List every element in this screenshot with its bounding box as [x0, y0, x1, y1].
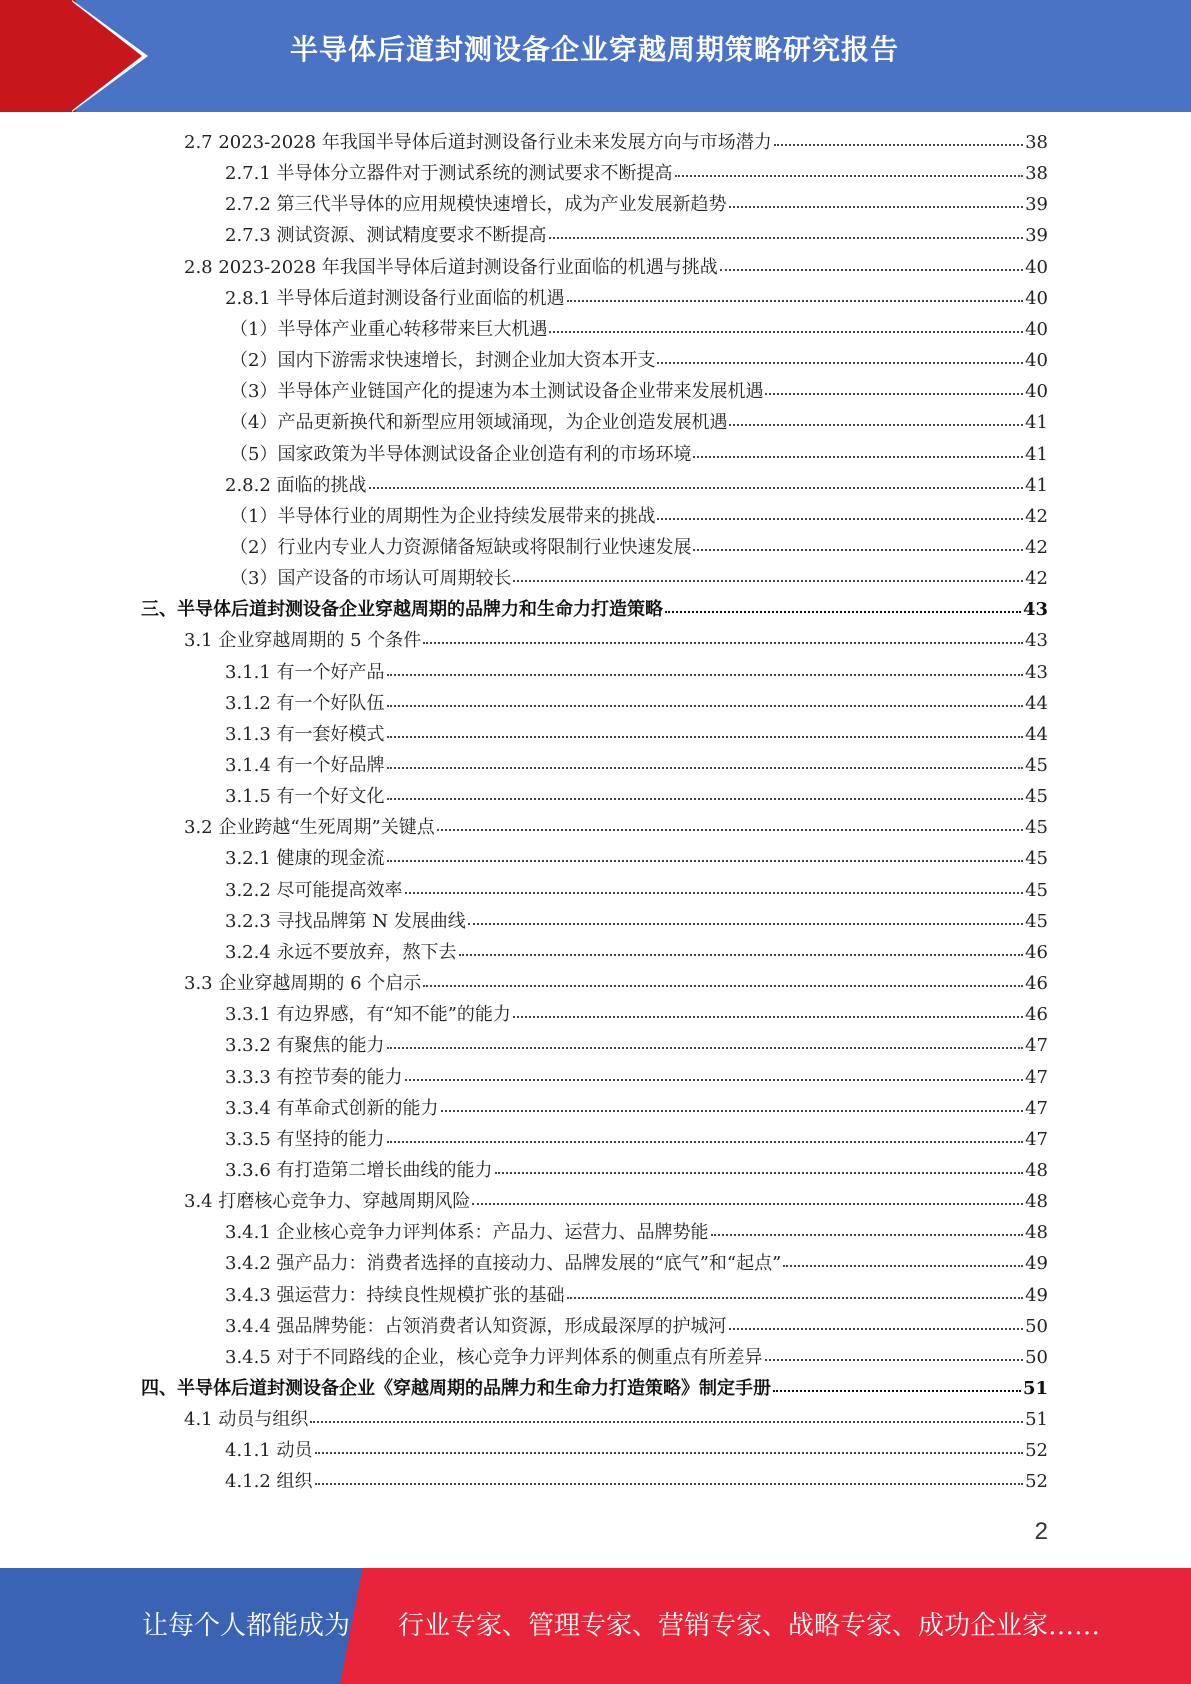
toc-entry-page: 40 — [1025, 381, 1048, 403]
toc-dot-leader — [315, 1479, 1024, 1485]
toc-entry-page: 46 — [1025, 973, 1048, 995]
toc-entry-title: （1）半导体产业重心转移带来巨大机遇 — [230, 318, 548, 340]
toc-entry[interactable] — [225, 1093, 1048, 1124]
toc-entry-page: 45 — [1025, 910, 1048, 932]
toc-entry-page: 49 — [1025, 1253, 1048, 1275]
toc-dot-leader — [310, 1417, 1023, 1423]
toc-entry-page: 51 — [1025, 1409, 1048, 1431]
toc-entry-title: 3.3.4 有革命式创新的能力 — [225, 1097, 439, 1119]
toc-dot-leader — [513, 1012, 1023, 1018]
toc-entry[interactable] — [225, 1466, 1048, 1497]
toc-entry-page: 45 — [1025, 817, 1048, 839]
toc-entry-page: 45 — [1025, 879, 1048, 901]
toc-entry-page: 42 — [1025, 505, 1048, 527]
page-footer — [0, 1568, 1191, 1684]
toc-entry-page: 52 — [1025, 1471, 1048, 1493]
toc-entry-page: 42 — [1025, 536, 1048, 558]
toc-entry[interactable] — [225, 1124, 1048, 1155]
toc-entry-title: 3.1.2 有一个好队伍 — [225, 692, 385, 714]
toc-entry[interactable] — [225, 283, 1048, 314]
toc-entry-title: 3.3.5 有坚持的能力 — [225, 1128, 385, 1150]
toc-entry-title: （5）国家政策为半导体测试设备企业创造有利的市场环境 — [230, 443, 692, 465]
toc-entry-title: 4.1 动员与组织 — [184, 1409, 309, 1431]
toc-dot-leader — [405, 888, 1024, 894]
toc-entry[interactable] — [184, 252, 1048, 283]
toc-dot-leader — [387, 670, 1024, 676]
toc-entry[interactable] — [225, 657, 1048, 688]
toc-entry-title: 2.8 2023-2028 年我国半导体后道封测设备行业面临的机遇与挑战 — [184, 256, 718, 278]
toc-dot-leader — [720, 265, 1023, 271]
toc-entry-page: 41 — [1025, 474, 1048, 496]
toc-entry-title: 3.2 企业跨越“生死周期”关键点 — [184, 817, 435, 839]
toc-entry[interactable] — [225, 719, 1048, 750]
toc-dot-leader — [437, 825, 1023, 831]
toc-entry-page: 39 — [1025, 194, 1048, 216]
toc-entry-page: 39 — [1025, 225, 1048, 247]
toc-entry[interactable] — [230, 439, 1048, 470]
toc-dot-leader — [387, 763, 1024, 769]
toc-dot-leader — [567, 1293, 1024, 1299]
toc-entry-title: 4.1.1 动员 — [225, 1440, 313, 1462]
toc-entry[interactable] — [225, 1248, 1048, 1279]
toc-entry-title: 3.2.3 寻找品牌第 N 发展曲线 — [225, 910, 466, 932]
toc-entry[interactable] — [225, 937, 1048, 968]
toc-entry[interactable] — [230, 407, 1048, 438]
toc-dot-leader — [387, 1137, 1024, 1143]
toc-entry[interactable] — [225, 220, 1048, 251]
toc-entry-title: 3.1.3 有一套好模式 — [225, 723, 385, 745]
toc-entry-title: 3.4.2 强产品力：消费者选择的直接动力、品牌发展的“底气”和“起点” — [225, 1253, 782, 1275]
toc-entry[interactable] — [184, 968, 1048, 999]
toc-entry-page: 40 — [1025, 256, 1048, 278]
toc-dot-leader — [387, 794, 1024, 800]
toc-entry[interactable] — [230, 345, 1048, 376]
toc-entry-title: 2.7.2 第三代半导体的应用规模快速增长，成为产业发展新趋势 — [225, 194, 727, 216]
toc-entry[interactable] — [184, 812, 1048, 843]
toc-entry-title: （2）国内下游需求快速增长，封测企业加大资本开支 — [230, 350, 656, 372]
toc-entry[interactable] — [225, 1280, 1048, 1311]
toc-entry[interactable] — [225, 1342, 1048, 1373]
toc-entry-title: 3.4.3 强运营力：持续良性规模扩张的基础 — [225, 1284, 565, 1306]
toc-entry-page: 40 — [1025, 287, 1048, 309]
toc-entry-title: 3.4.4 强品牌势能：占领消费者认知资源，形成最深厚的护城河 — [225, 1315, 727, 1337]
toc-chapter[interactable] — [141, 594, 1048, 625]
toc-entry-page: 44 — [1025, 723, 1048, 745]
toc-entry-title: 3.3 企业穿越周期的 6 个启示 — [184, 973, 422, 995]
toc-entry-title: 3.4.5 对于不同路线的企业，核心竞争力评判体系的侧重点有所差异 — [225, 1346, 763, 1368]
header-red-block — [0, 0, 76, 112]
toc-entry[interactable] — [184, 625, 1048, 656]
toc-dot-leader — [693, 452, 1023, 458]
toc-entry-page: 49 — [1025, 1284, 1048, 1306]
header-chevron-icon — [70, 0, 142, 112]
toc-entry-page: 45 — [1025, 786, 1048, 808]
toc-entry[interactable] — [225, 1062, 1048, 1093]
toc-entry-page: 52 — [1025, 1440, 1048, 1462]
toc-entry-page: 47 — [1025, 1128, 1048, 1150]
toc-entry-title: （1）半导体行业的周期性为企业持续发展带来的挑战 — [230, 505, 656, 527]
toc-dot-leader — [387, 856, 1024, 862]
toc-dot-leader — [729, 420, 1023, 426]
toc-entry[interactable] — [230, 532, 1048, 563]
toc-entry-title: 四、半导体后道封测设备企业《穿越周期的品牌力和生命力打造策略》制定手册 — [141, 1378, 771, 1399]
toc-entry-page: 40 — [1025, 350, 1048, 372]
toc-entry[interactable] — [184, 127, 1048, 158]
toc-entry-page: 41 — [1025, 412, 1048, 434]
toc-dot-leader — [423, 981, 1023, 987]
toc-entry-title: 3.4 打磨核心竞争力、穿越周期风险 — [184, 1191, 471, 1213]
toc-entry-title: 2.8.1 半导体后道封测设备行业面临的机遇 — [225, 287, 565, 309]
toc-entry-title: 3.2.4 永远不要放弃，熬下去 — [225, 941, 457, 963]
toc-dot-leader — [774, 140, 1023, 146]
toc-entry-page: 47 — [1025, 1035, 1048, 1057]
toc-dot-leader — [665, 607, 1021, 613]
toc-dot-leader — [693, 545, 1023, 551]
toc-dot-leader — [773, 1386, 1021, 1392]
toc-dot-leader — [405, 1075, 1024, 1081]
toc-entry-title: 2.7.3 测试资源、测试精度要求不断提高 — [225, 225, 547, 247]
toc-dot-leader — [387, 732, 1024, 738]
toc-entry-page: 38 — [1025, 132, 1048, 153]
toc-entry-title: （3）半导体产业链国产化的提速为本土测试设备企业带来发展机遇 — [230, 381, 764, 403]
toc-entry-page: 45 — [1025, 755, 1048, 776]
toc-entry-page: 50 — [1025, 1346, 1048, 1368]
toc-entry-page: 43 — [1025, 630, 1048, 652]
report-title: 半导体后道封测设备企业穿越周期策略研究报告 — [290, 33, 900, 66]
toc-entry[interactable] — [225, 875, 1048, 906]
toc-entry[interactable] — [225, 1030, 1048, 1061]
toc-dot-leader — [513, 576, 1023, 582]
toc-dot-leader — [567, 296, 1024, 302]
toc-entry-page: 46 — [1025, 1004, 1048, 1026]
toc-entry[interactable] — [225, 843, 1048, 874]
toc-entry-title: 3.3.6 有打造第二增长曲线的能力 — [225, 1159, 493, 1181]
toc-entry-title: 3.1.1 有一个好产品 — [225, 661, 385, 683]
toc-entry-title: 3.2.2 尽可能提高效率 — [225, 879, 403, 901]
toc-entry-page: 43 — [1025, 661, 1048, 683]
footer-slogan-left: 让每个人都能成为 — [142, 1611, 351, 1641]
toc-entry-title: （3）国产设备的市场认可周期较长 — [230, 568, 512, 590]
toc-entry-title: 2.8.2 面临的挑战 — [225, 474, 367, 496]
toc-entry[interactable] — [225, 1311, 1048, 1342]
toc-entry-page: 48 — [1025, 1159, 1048, 1181]
toc-entry-title: 3.1 企业穿越周期的 5 个条件 — [184, 630, 422, 652]
toc-entry-page: 48 — [1025, 1222, 1048, 1244]
toc-entry-page: 42 — [1025, 568, 1048, 590]
toc-dot-leader — [657, 514, 1023, 520]
toc-dot-leader — [369, 483, 1024, 489]
toc-dot-leader — [765, 1355, 1024, 1361]
toc-dot-leader — [729, 1324, 1024, 1330]
toc-entry-page: 40 — [1025, 318, 1048, 340]
toc-entry-page: 50 — [1025, 1315, 1048, 1337]
toc-entry[interactable] — [225, 189, 1048, 220]
toc-entry-page: 51 — [1022, 1378, 1048, 1399]
toc-dot-leader — [549, 327, 1023, 333]
toc-dot-leader — [441, 1106, 1024, 1112]
toc-entry-page: 44 — [1025, 692, 1048, 714]
toc-entry-title: 4.1.2 组织 — [225, 1471, 313, 1493]
toc-entry-page: 41 — [1025, 443, 1048, 465]
page-header — [0, 0, 1191, 112]
toc-entry-page: 38 — [1025, 163, 1048, 185]
toc-dot-leader — [387, 1043, 1024, 1049]
toc-entry[interactable] — [225, 470, 1048, 501]
toc-entry-page: 48 — [1025, 1191, 1048, 1213]
page-number: 2 — [1034, 1518, 1048, 1545]
toc-entry-page: 47 — [1025, 1066, 1048, 1088]
toc-entry-title: 3.3.2 有聚焦的能力 — [225, 1035, 385, 1057]
toc-entry-page: 47 — [1025, 1097, 1048, 1119]
toc-entry-title: （2）行业内专业人力资源储备短缺或将限制行业快速发展 — [230, 536, 692, 558]
toc-chapter[interactable] — [141, 1373, 1048, 1404]
toc-dot-leader — [423, 638, 1023, 644]
toc-entry[interactable] — [184, 1186, 1048, 1217]
toc-entry[interactable] — [225, 781, 1048, 812]
toc-entry-page: 45 — [1025, 848, 1048, 870]
toc-dot-leader — [765, 389, 1023, 395]
toc-entry-title: 3.3.3 有控节奏的能力 — [225, 1066, 403, 1088]
toc-dot-leader — [729, 202, 1024, 208]
toc-entry-title: 3.4.1 企业核心竞争力评判体系：产品力、运营力、品牌势能 — [225, 1222, 709, 1244]
toc-entry-title: 2.7 2023-2028 年我国半导体后道封测设备行业未来发展方向与市场潜力 — [184, 132, 772, 153]
toc-dot-leader — [675, 171, 1024, 177]
toc-dot-leader — [657, 358, 1023, 364]
toc-entry[interactable] — [225, 750, 1048, 781]
toc-dot-leader — [472, 1199, 1023, 1205]
toc-entry[interactable] — [225, 158, 1048, 189]
toc-dot-leader — [387, 701, 1024, 707]
toc-entry-title: 三、半导体后道封测设备企业穿越周期的品牌力和生命力打造策略 — [141, 599, 663, 621]
toc-entry[interactable] — [230, 314, 1048, 345]
toc-dot-leader — [711, 1230, 1024, 1236]
toc-dot-leader — [549, 233, 1024, 239]
toc-entry-title: 3.1.4 有一个好品牌 — [225, 755, 385, 776]
toc-entry-title: 3.2.1 健康的现金流 — [225, 848, 385, 870]
toc-entry[interactable] — [225, 1217, 1048, 1248]
toc-entry[interactable] — [225, 1155, 1048, 1186]
toc-dot-leader — [495, 1168, 1024, 1174]
toc-dot-leader — [783, 1261, 1023, 1267]
toc-entry[interactable] — [225, 1435, 1048, 1466]
toc-entry[interactable] — [230, 501, 1048, 532]
toc-entry-page: 43 — [1022, 599, 1048, 621]
toc-entry[interactable] — [184, 1404, 1048, 1435]
toc-entry[interactable] — [225, 906, 1048, 937]
toc-entry-title: （4）产品更新换代和新型应用领域涌现，为企业创造发展机遇 — [230, 412, 728, 434]
toc-dot-leader — [459, 950, 1024, 956]
toc-dot-leader — [468, 919, 1023, 925]
toc-entry-title: 3.1.5 有一个好文化 — [225, 786, 385, 808]
toc-entry-page: 46 — [1025, 941, 1048, 963]
footer-slogan-right: 行业专家、管理专家、营销专家、战略专家、成功企业家…… — [398, 1611, 1101, 1641]
toc-entry[interactable] — [230, 563, 1048, 594]
toc-entry[interactable] — [225, 999, 1048, 1030]
toc-dot-leader — [315, 1448, 1024, 1454]
toc-entry-title: 2.7.1 半导体分立器件对于测试系统的测试要求不断提高 — [225, 163, 673, 185]
toc-entry[interactable] — [230, 376, 1048, 407]
toc-entry[interactable] — [225, 688, 1048, 719]
toc-entry-title: 3.3.1 有边界感，有“知不能”的能力 — [225, 1004, 511, 1026]
